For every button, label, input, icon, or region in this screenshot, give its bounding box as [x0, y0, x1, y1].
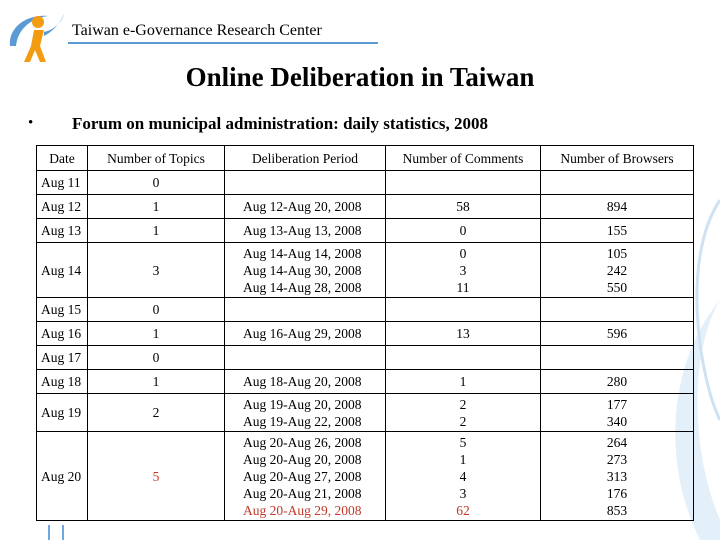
cell-period-line: Aug 14-Aug 30, 2008 — [243, 262, 362, 278]
cell-browsers-line: 596 — [606, 326, 628, 341]
cell-period-line: Aug 20-Aug 29, 2008 — [243, 502, 362, 518]
cell-date: Aug 17 — [37, 346, 88, 370]
cell-topics: 0 — [88, 171, 225, 195]
table-row — [37, 346, 694, 370]
cell-browsers-line: 340 — [606, 413, 628, 429]
cell-period — [225, 432, 386, 521]
cell-comments — [386, 171, 541, 195]
cell-browsers-line: 273 — [606, 451, 628, 467]
table-header-row — [37, 146, 694, 171]
cell-comments — [386, 322, 541, 346]
cell-browsers-line: 280 — [606, 374, 628, 389]
table-row — [37, 432, 694, 521]
cell-topics: 1 — [88, 370, 225, 394]
cell-browsers — [541, 394, 694, 432]
cell-period-line: Aug 19-Aug 22, 2008 — [243, 413, 362, 429]
cell-browsers — [541, 322, 694, 346]
cell-browsers — [541, 298, 694, 322]
cell-comments-line: 13 — [456, 326, 470, 341]
cell-browsers-line: 155 — [606, 223, 628, 238]
page-title: Online Deliberation in Taiwan — [185, 62, 535, 92]
cell-browsers-line: 242 — [606, 262, 628, 278]
cell-date: Aug 14 — [37, 243, 88, 298]
cell-browsers-line: 550 — [606, 279, 628, 295]
cell-comments — [386, 219, 541, 243]
cell-period-line: Aug 12-Aug 20, 2008 — [243, 199, 362, 214]
cell-comments — [386, 346, 541, 370]
cell-period — [225, 195, 386, 219]
cell-comments-line: 62 — [456, 502, 470, 518]
org-name: Taiwan e-Governance Research Center — [72, 22, 322, 39]
cell-topics: 0 — [88, 298, 225, 322]
cell-topics: 3 — [88, 243, 225, 298]
cell-comments-line: 58 — [456, 199, 470, 214]
cell-comments — [386, 195, 541, 219]
cell-comments-line: 2 — [459, 413, 467, 429]
header-browsers: Number of Browsers — [541, 146, 694, 171]
cell-comments-line: 0 — [459, 223, 467, 238]
cell-comments-line: 5 — [459, 434, 467, 450]
cell-comments-line: 1 — [459, 374, 467, 389]
cell-comments — [386, 298, 541, 322]
cell-comments-line: 3 — [459, 485, 467, 501]
header-period: Deliberation Period — [225, 146, 386, 171]
cell-period-line: Aug 18-Aug 20, 2008 — [243, 374, 362, 389]
cell-comments-line: 1 — [459, 451, 467, 467]
cell-period — [225, 243, 386, 298]
cell-comments — [386, 394, 541, 432]
cell-date: Aug 13 — [37, 219, 88, 243]
cell-browsers-line: 264 — [606, 434, 628, 450]
page-subtitle: Forum on municipal administration: daily statistics, 2008 — [72, 114, 489, 133]
cell-date: Aug 16 — [37, 322, 88, 346]
cell-comments-line: 2 — [459, 396, 467, 412]
table-row — [37, 394, 694, 432]
cell-period-line: Aug 20-Aug 21, 2008 — [243, 485, 362, 501]
cell-period — [225, 171, 386, 195]
cell-period — [225, 370, 386, 394]
cell-period-line: Aug 14-Aug 14, 2008 — [243, 245, 362, 261]
cell-topics: 1 — [88, 195, 225, 219]
cell-browsers-line: 105 — [606, 245, 628, 261]
table-row — [37, 370, 694, 394]
table-row — [37, 298, 694, 322]
header-date: Date — [37, 146, 88, 171]
cell-period-line: Aug 20-Aug 26, 2008 — [243, 434, 362, 450]
table-row — [37, 195, 694, 219]
cell-period — [225, 219, 386, 243]
table-row — [37, 243, 694, 298]
header-rule — [68, 42, 378, 44]
header-topics: Number of Topics — [88, 146, 225, 171]
cell-period-line: Aug 20-Aug 20, 2008 — [243, 451, 362, 467]
cell-comments-line: 3 — [459, 262, 467, 278]
table-row — [37, 171, 694, 195]
cell-comments-line: 11 — [456, 279, 470, 295]
cell-browsers — [541, 346, 694, 370]
cell-period — [225, 394, 386, 432]
slide-marker — [48, 525, 64, 540]
table-row — [37, 219, 694, 243]
cell-browsers — [541, 195, 694, 219]
cell-browsers-line: 177 — [606, 396, 628, 412]
person-swoosh-logo-icon — [4, 6, 66, 66]
cell-comments — [386, 432, 541, 521]
header-comments: Number of Comments — [386, 146, 541, 171]
cell-topics: 5 — [88, 432, 225, 521]
cell-browsers-line: 894 — [606, 199, 628, 214]
cell-period-line: Aug 19-Aug 20, 2008 — [243, 396, 362, 412]
cell-topics: 1 — [88, 219, 225, 243]
cell-comments-line: 0 — [459, 245, 467, 261]
cell-topics: 2 — [88, 394, 225, 432]
cell-browsers — [541, 243, 694, 298]
cell-comments — [386, 243, 541, 298]
cell-date: Aug 12 — [37, 195, 88, 219]
cell-topics: 0 — [88, 346, 225, 370]
cell-browsers — [541, 432, 694, 521]
cell-period-line: Aug 14-Aug 28, 2008 — [243, 279, 362, 295]
cell-comments — [386, 370, 541, 394]
cell-browsers — [541, 370, 694, 394]
cell-period-line: Aug 13-Aug 13, 2008 — [243, 223, 362, 238]
cell-browsers-line: 176 — [606, 485, 628, 501]
cell-date: Aug 18 — [37, 370, 88, 394]
cell-period-line: Aug 20-Aug 27, 2008 — [243, 468, 362, 484]
cell-date: Aug 19 — [37, 394, 88, 432]
cell-period — [225, 298, 386, 322]
cell-date: Aug 11 — [37, 171, 88, 195]
cell-date: Aug 20 — [37, 432, 88, 521]
cell-period — [225, 346, 386, 370]
statistics-table — [36, 145, 694, 521]
cell-date: Aug 15 — [37, 298, 88, 322]
cell-browsers — [541, 219, 694, 243]
cell-browsers-line: 853 — [606, 502, 628, 518]
cell-comments-line: 4 — [459, 468, 467, 484]
cell-browsers — [541, 171, 694, 195]
cell-period — [225, 322, 386, 346]
cell-browsers-line: 313 — [606, 468, 628, 484]
bullet-marker: • — [28, 115, 34, 131]
cell-topics: 1 — [88, 322, 225, 346]
table-row — [37, 322, 694, 346]
cell-period-line: Aug 16-Aug 29, 2008 — [243, 326, 362, 341]
